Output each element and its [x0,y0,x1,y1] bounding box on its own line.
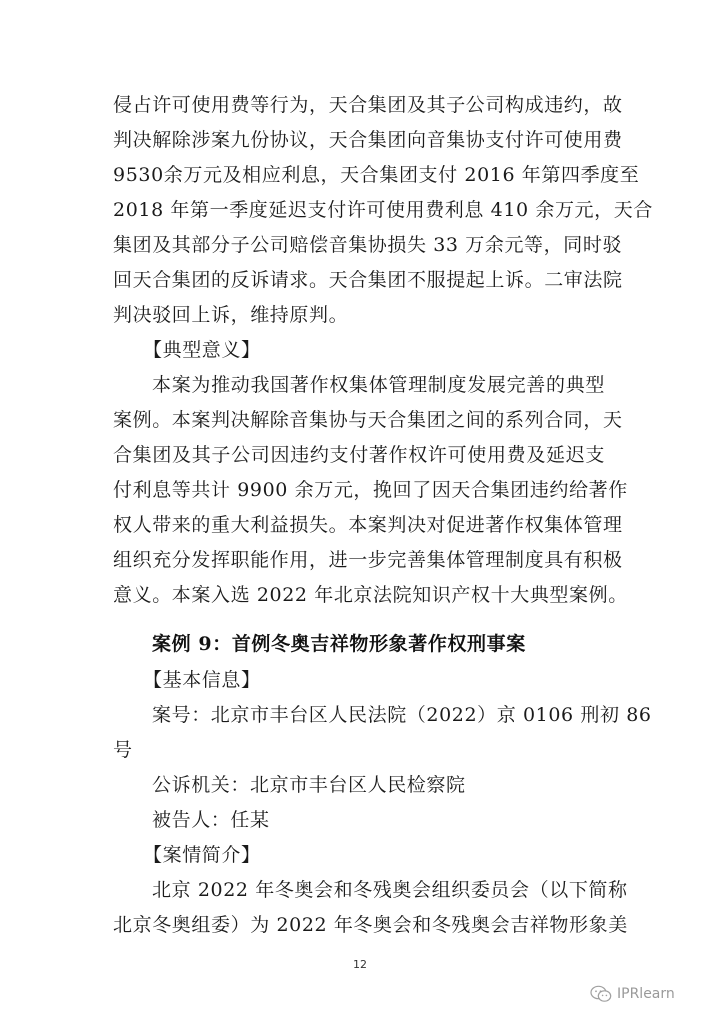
paragraph-line: 付利息等共计 9900 余万元，挽回了因天合集团违约给著作 [113,479,628,501]
case-number: 案号：北京市丰台区人民法院（2022）京 0106 刑初 86 [152,704,652,726]
paragraph-line: 本案为推动我国著作权集体管理制度发展完善的典型 [152,374,605,396]
paragraph-line: 合集团及其子公司因违约支付著作权许可使用费及延迟支 [113,444,605,466]
watermark-text: IPRlearn [617,986,675,1002]
paragraph-line: 组织充分发挥职能作用，进一步完善集体管理制度具有积极 [113,549,623,571]
paragraph-line: 判决解除涉案九份协议，天合集团向音集协支付许可使用费 [113,129,623,151]
case-number-continued: 号 [113,739,133,761]
paragraph-line: 意义。本案入选 2022 年北京法院知识产权十大典型案例。 [113,584,628,606]
paragraph-line: 回天合集团的反诉请求。天合集团不服提起上诉。二审法院 [113,269,623,291]
paragraph-line: 案例。本案判决解除音集协与天合集团之间的系列合同，天 [113,409,623,431]
case-title: 案例 9：首例冬奥吉祥物形象著作权刑事案 [152,633,526,655]
paragraph-line: 北京冬奥组委）为 2022 年冬奥会和冬残奥会吉祥物形象美 [113,914,628,936]
section-heading-basic-info: 【基本信息】 [143,669,261,691]
paragraph-line: 侵占许可使用费等行为，天合集团及其子公司构成违约，故 [113,94,623,116]
paragraph-line: 集团及其部分子公司赔偿音集协损失 33 万余元等，同时驳 [113,234,623,256]
section-heading-significance: 【典型意义】 [143,339,261,361]
watermark [590,982,675,1006]
paragraph-line: 9530余万元及相应利息，天合集团支付 2016 年第四季度至 [113,164,640,186]
wechat-icon [590,985,612,1003]
page-number: 12 [353,958,367,971]
paragraph-line: 权人带来的重大利益损失。本案判决对促进著作权集体管理 [113,514,623,536]
defendant: 被告人：任某 [152,809,270,831]
prosecutor: 公诉机关：北京市丰台区人民检察院 [152,774,466,796]
section-heading-case-summary: 【案情简介】 [143,844,261,866]
paragraph-line: 判决驳回上诉，维持原判。 [113,304,349,326]
paragraph-line: 2018 年第一季度延迟支付许可使用费利息 410 余万元，天合 [113,199,653,221]
paragraph-line: 北京 2022 年冬奥会和冬残奥会组织委员会（以下简称 [152,879,628,901]
